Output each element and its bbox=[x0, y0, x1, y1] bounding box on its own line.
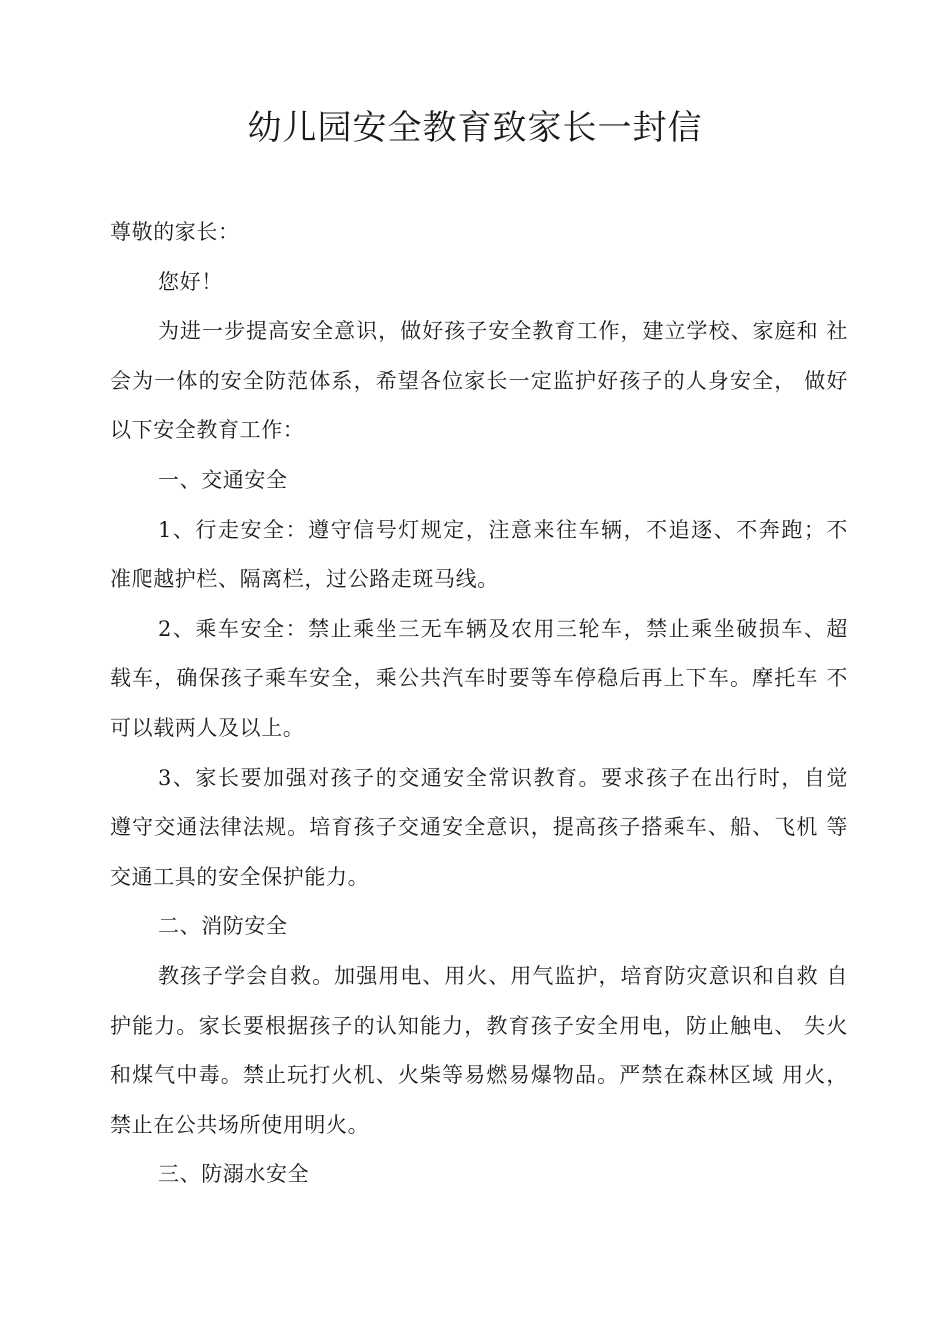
section-heading-fire: 二、消防安全 bbox=[158, 914, 288, 939]
intro-paragraph: 为进一步提高安全意识，做好孩子安全教育工作，建立学校、家庭和 社会为一体的安全防范体系，希望各位家长一定监护好孩子的人身安全， 做好以下安全教育工作： bbox=[110, 319, 848, 443]
traffic-item-riding: 2、乘车安全：禁止乘坐三无车辆及农用三轮车，禁止乘坐破损车、超 载车，确保孩子乘车安全，乘公共汽车时要等车停稳后再上下车。摩托车 不可以载两人及以上。 bbox=[110, 616, 848, 740]
document-body bbox=[110, 208, 848, 1200]
document-title: 幼儿园安全教育致家长一封信 bbox=[247, 108, 703, 148]
traffic-item-education: 3、家长要加强对孩子的交通安全常识教育。要求孩子在出行时，自觉 遵守交通法律法规。培育孩子交通安全意识，提高孩子搭乘车、船、飞机 等交通工具的安全保护能力。 bbox=[110, 765, 848, 889]
section-heading-traffic: 一、交通安全 bbox=[158, 467, 288, 492]
greeting: 您好！ bbox=[158, 269, 223, 294]
salutation: 尊敬的家长： bbox=[110, 220, 240, 244]
section-heading-drowning: 三、防溺水安全 bbox=[158, 1162, 310, 1187]
traffic-item-walking: 1、行走安全：遵守信号灯规定，注意来往车辆，不追逐、不奔跑；不 准爬越护栏、隔离栏，过公路走斑马线。 bbox=[110, 517, 848, 592]
fire-safety-paragraph: 教孩子学会自救。加强用电、用火、用气监护，培育防灾意识和自救 自护能力。家长要根据孩子的认知能力，教育孩子安全用电，防止触电、 失火和煤气中毒。禁止玩打火机、火柴等易燃易爆物品。严禁在森林区域 用火，禁止在公共场所使用明火。 bbox=[110, 963, 848, 1137]
